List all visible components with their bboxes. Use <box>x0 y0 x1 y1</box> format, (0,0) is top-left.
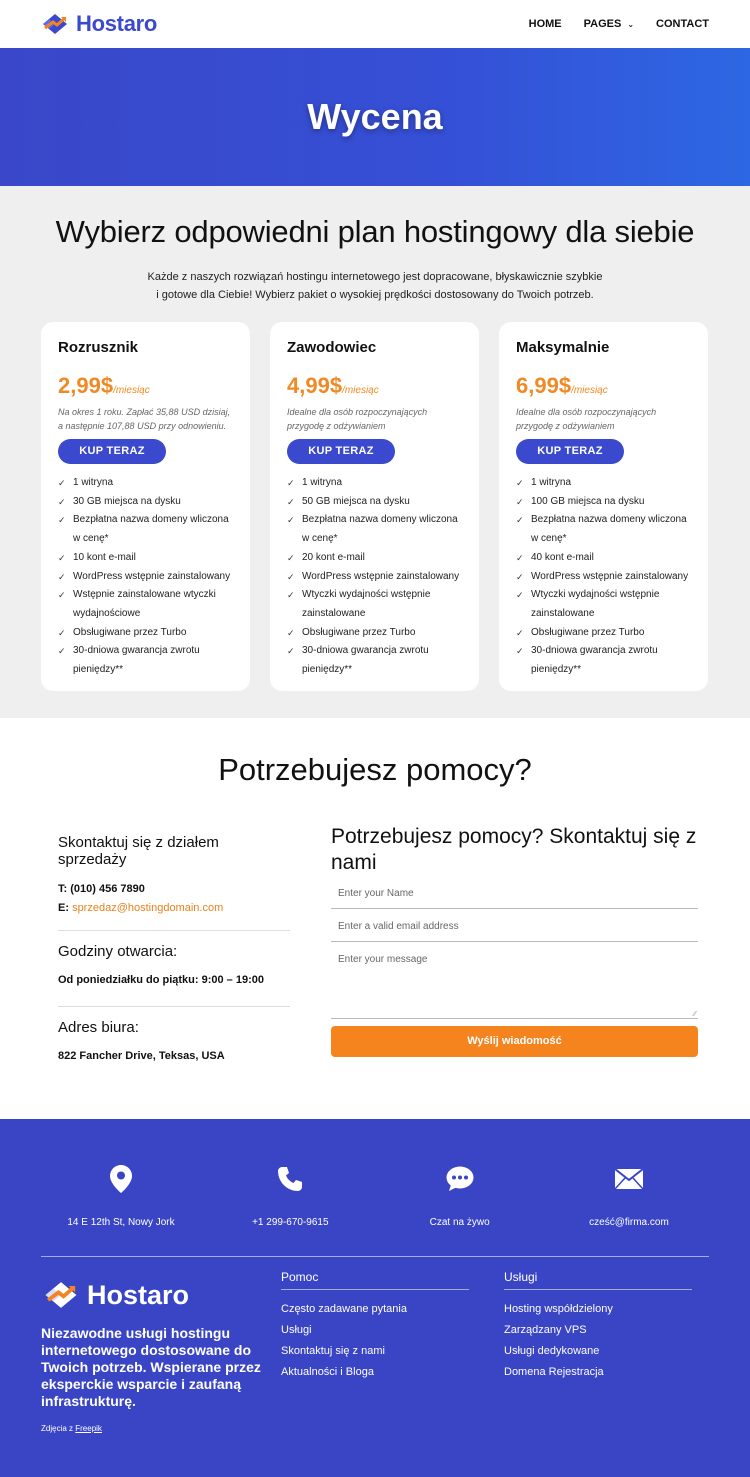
feature-text: Obsługiwane przez Turbo <box>302 626 416 638</box>
help-body <box>0 825 750 1062</box>
check-icon: ✓ <box>516 646 524 657</box>
feature-item <box>58 549 233 568</box>
buy-now-button[interactable]: KUP TERAZ <box>58 439 166 464</box>
feature-text: Wtyczki wydajności wstępnie zainstalowane <box>302 589 431 619</box>
footer-link[interactable]: Zarządzany VPS <box>504 1324 587 1336</box>
feature-text: Wstępnie zainstalowane wtyczki wydajnościowe <box>73 589 216 619</box>
buy-now-button[interactable]: KUP TERAZ <box>287 439 395 464</box>
sales-phone <box>58 880 290 899</box>
feature-item <box>287 549 462 568</box>
divider <box>58 1006 290 1007</box>
feature-text: WordPress wstępnie zainstalowany <box>531 570 689 582</box>
check-icon: ✓ <box>58 571 66 582</box>
feature-text: 20 kont e-mail <box>302 551 365 563</box>
feature-item <box>516 474 691 493</box>
check-icon: ✓ <box>516 552 524 563</box>
feature-text: 1 witryna <box>73 477 114 488</box>
check-icon: ✓ <box>287 627 295 638</box>
phone-label: T: <box>58 883 68 895</box>
pricing-subtitle <box>0 268 750 304</box>
pricing-card-starter <box>41 322 250 691</box>
feature-item <box>516 568 691 587</box>
logo-icon <box>40 10 70 38</box>
footer-description: Niezawodne usługi hostingu internetowego dostosowane do Twoich potrzeb. Wspierane przez eksperckie wsparcie i zaufaną infrastrukturę. <box>41 1325 261 1409</box>
check-icon: ✓ <box>287 571 295 582</box>
plan-period: /miesiąc <box>113 385 150 396</box>
contact-info <box>58 834 290 1062</box>
footer-contact-email <box>549 1161 709 1256</box>
feature-text: Wtyczki wydajności wstępnie zainstalowane <box>531 589 660 619</box>
plan-features <box>58 474 233 680</box>
sales-email <box>58 899 290 918</box>
brand-name: Hostaro <box>76 11 158 36</box>
plan-price: 4,99$ <box>287 373 343 398</box>
footer-help-links <box>281 1299 469 1383</box>
feature-text: Bezpłatna nazwa domeny wliczona w cenę* <box>531 514 687 545</box>
contact-form <box>331 824 698 1062</box>
send-message-button[interactable]: Wyślij wiadomość <box>331 1026 698 1057</box>
feature-text: WordPress wstępnie zainstalowany <box>73 570 231 582</box>
email-field[interactable]: Enter a valid email address <box>331 909 698 942</box>
check-icon: ✓ <box>58 515 66 526</box>
footer-services-title: Usługi <box>504 1270 692 1290</box>
feature-item <box>287 511 462 548</box>
contact-label: Czat na żywo <box>429 1217 490 1228</box>
feature-item <box>287 642 462 679</box>
nav-contact[interactable] <box>656 18 709 30</box>
feature-item <box>58 511 233 548</box>
brand-logo[interactable] <box>40 10 157 38</box>
address-title: Adres biura: <box>58 1019 139 1036</box>
plan-note: Na okres 1 roku. Zapłać 35,88 USD dzisiaj, a następnie 107,88 USD przy odnowieniu. <box>58 407 231 431</box>
hours-text: Od poniedziałku do piątku: 9:00 – 19:00 <box>58 974 264 986</box>
name-field[interactable]: Enter your Name <box>331 876 698 909</box>
plan-price: 2,99$ <box>58 373 114 398</box>
footer-link[interactable]: Często zadawane pytania <box>281 1303 407 1315</box>
plan-features <box>287 474 462 680</box>
nav-home[interactable] <box>529 18 562 30</box>
feature-item <box>287 624 462 643</box>
hours-title: Godziny otwarcia: <box>58 943 178 960</box>
envelope-icon <box>549 1161 709 1197</box>
pricing-cards <box>0 322 750 691</box>
check-icon: ✓ <box>516 571 524 582</box>
footer-brand-name: Hostaro <box>87 1279 190 1310</box>
feature-item <box>58 642 233 679</box>
feature-text: 1 witryna <box>302 477 343 488</box>
check-icon: ✓ <box>516 478 524 488</box>
sales-contacts <box>58 880 290 918</box>
check-icon: ✓ <box>287 478 295 488</box>
feature-item <box>287 586 462 623</box>
nav-pages-label: PAGES <box>583 18 622 30</box>
footer-contact-address <box>41 1161 201 1256</box>
feature-item <box>287 493 462 512</box>
page-title: Wycena <box>307 96 443 137</box>
feature-text: 30-dniowa gwarancja zwrotu pieniędzy** <box>73 645 200 676</box>
logo-icon <box>41 1277 81 1313</box>
plan-price-row <box>516 373 691 399</box>
feature-item <box>58 493 233 512</box>
plan-price-row <box>58 373 233 399</box>
feature-text: Obsługiwane przez Turbo <box>531 626 645 638</box>
feature-item <box>516 549 691 568</box>
site-header <box>0 0 750 48</box>
nav-pages[interactable] <box>584 18 634 30</box>
check-icon: ✓ <box>287 590 295 601</box>
phone-value: (010) 456 7890 <box>70 883 145 895</box>
footer-help-column <box>281 1270 469 1433</box>
pricing-subtitle-line-2: i gotowe dla Ciebie! Wybierz pakiet o wysokiej prędkości dostosowany do Twoich potrzeb. <box>156 289 594 301</box>
freepik-link[interactable]: Freepik <box>75 1424 102 1433</box>
check-icon: ✓ <box>287 646 295 657</box>
sales-email-link[interactable]: sprzedaz@hostingdomain.com <box>72 902 224 914</box>
feature-item <box>516 586 691 623</box>
footer-logo[interactable] <box>41 1277 281 1313</box>
message-field[interactable]: Enter your message ⁄⁄ <box>331 942 698 1019</box>
divider <box>58 930 290 931</box>
feature-text: 40 kont e-mail <box>531 551 594 563</box>
hero-banner <box>0 48 750 186</box>
footer-services-column <box>504 1270 692 1433</box>
footer-link[interactable]: Aktualności i Bloga <box>281 1366 374 1378</box>
plan-period: /miesiąc <box>342 385 379 396</box>
plan-period: /miesiąc <box>571 385 608 396</box>
feature-item <box>58 624 233 643</box>
feature-text: 30-dniowa gwarancja zwrotu pieniędzy** <box>302 645 429 676</box>
help-title: Potrzebujesz pomocy? <box>218 752 532 787</box>
feature-text: Bezpłatna nazwa domeny wliczona w cenę* <box>302 514 458 545</box>
nav-home-label: HOME <box>528 18 562 30</box>
footer-brand <box>41 1270 281 1433</box>
contact-label: 14 E 12th St, Nowy Jork <box>67 1217 175 1228</box>
form-title: Potrzebujesz pomocy? Skontaktuj się z nami <box>331 825 697 874</box>
credit-prefix: Zdjęcia z <box>41 1424 74 1433</box>
feature-text: 10 kont e-mail <box>73 551 136 563</box>
plan-name: Maksymalnie <box>516 339 610 356</box>
pricing-section <box>0 186 750 718</box>
plan-name: Zawodowiec <box>287 339 377 356</box>
feature-text: 30-dniowa gwarancja zwrotu pieniędzy** <box>531 645 658 676</box>
pricing-card-max <box>499 322 708 691</box>
main-nav <box>529 18 709 30</box>
footer-columns <box>41 1257 709 1433</box>
plan-price: 6,99$ <box>516 373 572 398</box>
feature-text: 50 GB miejsca na dysku <box>302 495 410 507</box>
contact-label: +1 299-670-9615 <box>252 1217 329 1228</box>
sales-title: Skontaktuj się z działem sprzedaży <box>58 834 219 868</box>
pricing-card-pro <box>270 322 479 691</box>
chat-icon <box>380 1161 540 1197</box>
check-icon: ✓ <box>58 496 66 507</box>
footer-link[interactable]: Hosting współdzielony <box>504 1303 613 1315</box>
check-icon: ✓ <box>287 515 295 526</box>
feature-text: Bezpłatna nazwa domeny wliczona w cenę* <box>73 514 229 545</box>
footer-link[interactable]: Usługi <box>281 1324 312 1336</box>
check-icon: ✓ <box>516 515 524 526</box>
check-icon: ✓ <box>58 590 66 601</box>
footer-contact-phone <box>210 1161 370 1256</box>
email-label: E: <box>58 902 69 914</box>
feature-text: 1 witryna <box>531 477 572 488</box>
pricing-title: Wybierz odpowiedni plan hostingowy dla siebie <box>55 214 695 249</box>
phone-icon <box>210 1161 370 1197</box>
footer-contacts <box>41 1119 709 1256</box>
check-icon: ✓ <box>287 552 295 563</box>
plan-price-row <box>287 373 462 399</box>
check-icon: ✓ <box>287 496 295 507</box>
feature-item <box>58 568 233 587</box>
feature-item <box>516 511 691 548</box>
feature-item <box>58 586 233 623</box>
check-icon: ✓ <box>516 496 524 507</box>
feature-item <box>516 624 691 643</box>
check-icon: ✓ <box>58 627 66 638</box>
plan-note: Idealne dla osób rozpoczynających przygodę z odżywianiem <box>287 407 428 431</box>
check-icon: ✓ <box>58 646 66 657</box>
map-pin-icon <box>41 1161 201 1197</box>
footer-link[interactable]: Domena Rejestracja <box>504 1366 604 1378</box>
footer-help-title: Pomoc <box>281 1270 469 1290</box>
buy-now-button[interactable]: KUP TERAZ <box>516 439 624 464</box>
contact-label: cześć@firma.com <box>589 1217 669 1228</box>
feature-item <box>516 493 691 512</box>
feature-text: Obsługiwane przez Turbo <box>73 626 187 638</box>
photo-credit <box>41 1424 281 1433</box>
feature-text: 100 GB miejsca na dysku <box>531 495 645 507</box>
footer-link[interactable]: Skontaktuj się z nami <box>281 1345 385 1357</box>
feature-text: 30 GB miejsca na dysku <box>73 495 181 507</box>
feature-item <box>58 474 233 493</box>
footer-services-links <box>504 1299 692 1383</box>
check-icon: ✓ <box>516 627 524 638</box>
feature-item <box>287 474 462 493</box>
plan-name: Rozrusznik <box>58 339 139 356</box>
feature-text: WordPress wstępnie zainstalowany <box>302 570 460 582</box>
feature-item <box>287 568 462 587</box>
site-footer <box>0 1119 750 1477</box>
plan-features <box>516 474 691 680</box>
plan-note: Idealne dla osób rozpoczynających przygodę z odżywianiem <box>516 407 657 431</box>
address-text: 822 Fancher Drive, Teksas, USA <box>58 1050 225 1062</box>
footer-contact-chat <box>380 1161 540 1256</box>
check-icon: ✓ <box>58 478 66 488</box>
nav-contact-label: CONTACT <box>656 18 709 30</box>
check-icon: ✓ <box>516 590 524 601</box>
check-icon: ✓ <box>58 552 66 563</box>
pricing-subtitle-line-1: Każde z naszych rozwiązań hostingu internetowego jest dopracowane, błyskawicznie szybkie <box>147 271 603 283</box>
footer-link[interactable]: Usługi dedykowane <box>504 1345 600 1357</box>
help-section <box>0 718 750 1119</box>
chevron-down-icon: ⌄ <box>627 19 635 29</box>
feature-item <box>516 642 691 679</box>
